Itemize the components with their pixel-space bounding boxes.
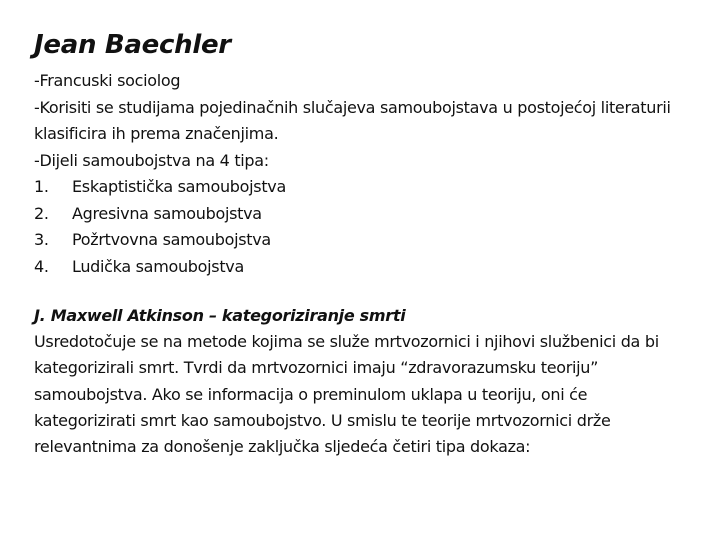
- section1-title: Jean Baechler: [34, 30, 231, 60]
- list-item-label: Ludička samoubojstva: [72, 256, 244, 276]
- list-item-label: Eskaptistička samoubojstva: [72, 177, 286, 196]
- list-item-label: Agresivna samoubojstva: [72, 203, 262, 223]
- intro-line-2: -Korisiti se studijama pojedinačnih slučajeva samoubojstava u postojećoj literaturii klasificira ih prema značenjima.: [34, 97, 671, 143]
- intro-line-1: -Francuski sociolog: [34, 71, 181, 90]
- suicide-types-list: [34, 174, 710, 280]
- list-item-number: 3.: [34, 230, 49, 249]
- list-item-number: 4.: [34, 256, 49, 276]
- list-item: [34, 174, 710, 201]
- list-item-number: 2.: [34, 203, 49, 223]
- section2-body: [34, 303, 674, 460]
- list-item-label: Požrtvovna samoubojstva: [72, 230, 271, 249]
- list-item: [34, 227, 710, 254]
- section2-title: J. Maxwell Atkinson – kategoriziranje smrti: [34, 306, 406, 325]
- section1-body: [34, 68, 710, 280]
- list-item-number: 1.: [34, 177, 49, 196]
- section2-paragraph: Usredotočuje se na metode kojima se služe mrtvozornici i njihovi službenici da bi kategorizirali smrt. Tvrdi da mrtvozornici imaju “zdravorazumsku teoriju” samoubojstva. Ako se informacija o preminulom uklapa u teoriju, oni će kategorizirati smrt kao samoubojstvo. U smislu te teorije mrtvozornici drže relevantnima za donošenje zaključka sljedeća četiri tipa dokaza:: [34, 332, 659, 457]
- list-item: [34, 201, 710, 228]
- list-item: [34, 254, 710, 281]
- intro-line-3: -Dijeli samoubojstva na 4 tipa:: [34, 150, 269, 170]
